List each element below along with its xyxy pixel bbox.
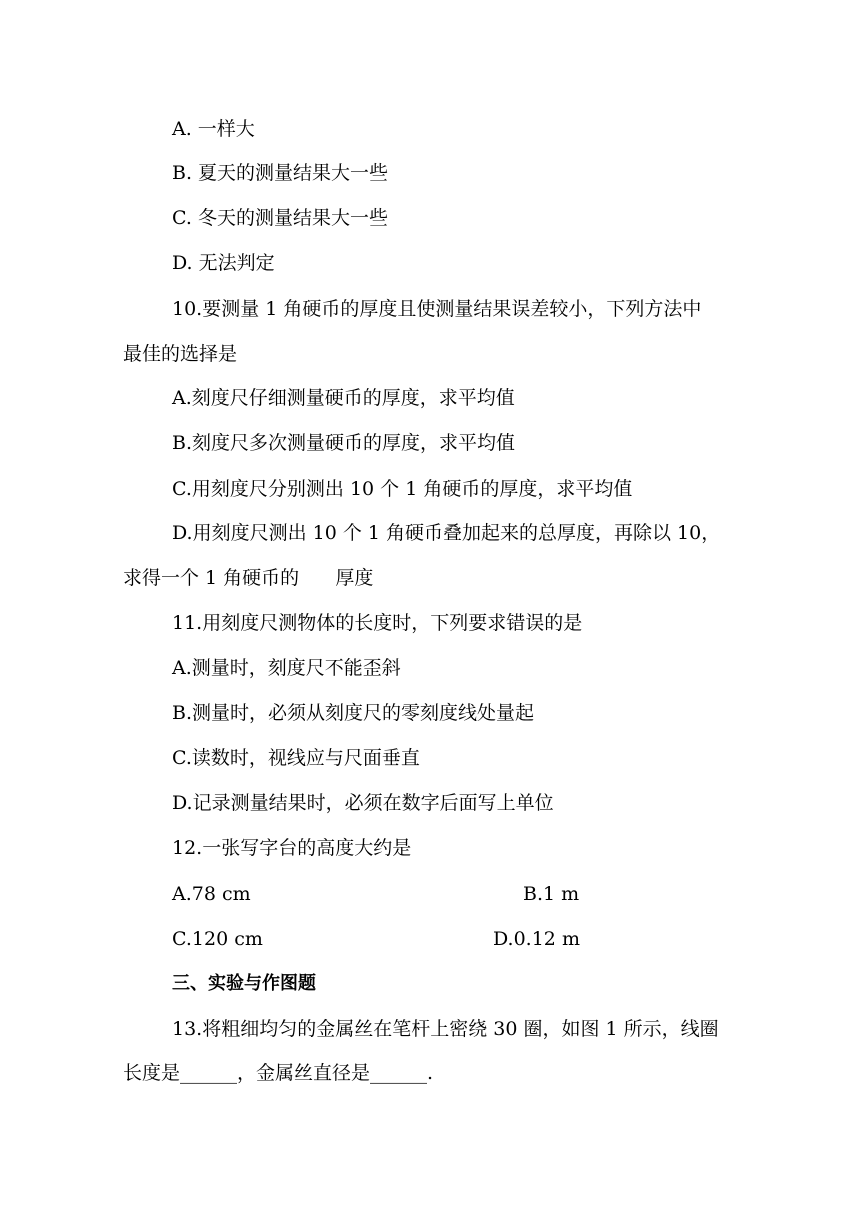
q13-line1: 13.将粗细均匀的金属丝在笔杆上密绕 30 圈，如图 1 所示，线圈 xyxy=(172,1018,719,1040)
q10-option-a: A.刻度尺仔细测量硬币的厚度，求平均值 xyxy=(172,387,515,409)
q9-option-b: B. 夏天的测量结果大一些 xyxy=(172,162,389,184)
q12-option-c: C.120 cm xyxy=(172,928,263,950)
q9-option-d: D. 无法判定 xyxy=(172,252,275,274)
q11-option-a: A.测量时，刻度尺不能歪斜 xyxy=(172,657,401,679)
section-heading: 三、实验与作图题 xyxy=(172,973,316,994)
q9-option-c: C. 冬天的测量结果大一些 xyxy=(172,207,388,229)
q10-stem-line2: 最佳的选择是 xyxy=(123,343,238,365)
q10-option-b: B.刻度尺多次测量硬币的厚度，求平均值 xyxy=(172,432,516,454)
q9-option-a: A. 一样大 xyxy=(172,118,255,140)
q11-option-d: D.记录测量结果时，必须在数字后面写上单位 xyxy=(172,792,554,814)
q11-option-c: C.读数时，视线应与尺面垂直 xyxy=(172,747,420,769)
q10-option-d-continued: 求得一个 1 角硬币的 厚度 xyxy=(123,567,374,589)
q11-option-b: B.测量时，必须从刻度尺的零刻度线处量起 xyxy=(172,702,535,724)
q11-stem: 11.用刻度尺测物体的长度时，下列要求错误的是 xyxy=(172,612,583,634)
q10-option-c: C.用刻度尺分别测出 10 个 1 角硬币的厚度，求平均值 xyxy=(172,478,633,500)
q12-option-d: D.0.12 m xyxy=(493,928,580,950)
q12-option-b: B.1 m xyxy=(523,883,580,905)
q10-option-d: D.用刻度尺测出 10 个 1 角硬币叠加起来的总厚度，再除以 10， xyxy=(172,522,721,544)
q13-line2: 长度是______，金属丝直径是______. xyxy=(123,1062,434,1084)
q10-stem-line1: 10.要测量 1 角硬币的厚度且使测量结果误差较小，下列方法中 xyxy=(172,298,702,320)
q12-stem: 12.一张写字台的高度大约是 xyxy=(172,837,412,859)
q12-option-a: A.78 cm xyxy=(172,883,251,905)
